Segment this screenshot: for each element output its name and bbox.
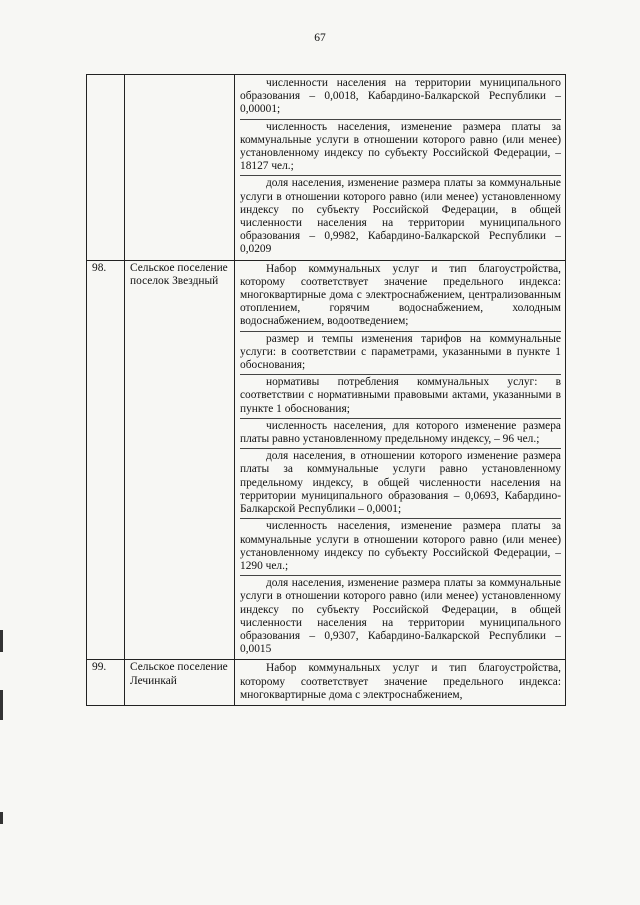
table-row xyxy=(87,660,566,706)
description-paragraph: доля населения, изменение размера платы за коммунальные услуги в отношении которого равно (или менее) установленному индексу по субъекту Российской Федерации, в общей численности населения на территории муниципального образования – 0,9307, Кабардино-Балкарской Республики – 0,0015 xyxy=(240,577,561,656)
description-cell xyxy=(235,260,566,660)
settlement-name-cell: Сельское поселение Лечинкай xyxy=(125,660,235,706)
page-number: 67 xyxy=(314,32,326,44)
scan-edge-mark xyxy=(0,690,3,720)
description-paragraph: Набор коммунальных услуг и тип благоустройства, которому соответствует значение предельного индекса: многоквартирные дома с электроснабжением, xyxy=(240,662,561,701)
description-paragraph: доля населения, в отношении которого изменение размера платы за коммунальные услуги равно установленному предельному индексу, в общей численности населения на территории муниципального образования – 0,0693, Кабардино-Балкарской Республики – 0,0001; xyxy=(240,449,561,519)
row-number-cell: 99. xyxy=(87,660,125,706)
description-paragraph: численности населения на территории муниципального образования – 0,0018, Кабардино-Балкарской Республики – 0,00001; xyxy=(240,76,561,120)
description-paragraph: нормативы потребления коммунальных услуг: в соответствии с нормативными правовыми актами, указанными в пункте 1 обоснования; xyxy=(240,375,561,419)
row-number-cell: 98. xyxy=(87,260,125,660)
description-cell xyxy=(235,660,566,706)
settlement-name-cell xyxy=(125,75,235,261)
description-paragraph: численность населения, изменение размера платы за коммунальные услуги в отношении которого равно (или менее) установленному индексу по субъекту Российской Федерации, – 1290 чел.; xyxy=(240,519,561,576)
description-cell xyxy=(235,75,566,261)
scan-edge-mark xyxy=(0,630,3,652)
table-row xyxy=(87,75,566,261)
scan-edge-mark xyxy=(0,812,3,824)
document-table xyxy=(86,74,566,706)
description-paragraph: численность населения, изменение размера платы за коммунальные услуги в отношении которого равно (или менее) установленному индексу по субъекту Российской Федерации, – 18127 чел.; xyxy=(240,120,561,177)
description-paragraph: размер и темпы изменения тарифов на коммунальные услуги: в соответствии с параметрами, указанными в пункте 1 обоснования; xyxy=(240,332,561,376)
row-number-cell xyxy=(87,75,125,261)
description-paragraph: Набор коммунальных услуг и тип благоустройства, которому соответствует значение предельного индекса: многоквартирные дома с электроснабжением, централизованным отоплением, горячим водоснабжением, холодным водоснабжением, водоотведением; xyxy=(240,262,561,332)
description-paragraph: численность населения, для которого изменение размера платы равно установленному предельному индексу, – 96 чел.; xyxy=(240,419,561,449)
table-row xyxy=(87,260,566,660)
settlement-name-cell: Сельское поселение поселок Звездный xyxy=(125,260,235,660)
description-paragraph: доля населения, изменение размера платы за коммунальные услуги в отношении которого равно (или менее) установленному индексу по субъекту Российской Федерации, в общей численности населения на территории муниципального образования – 0,9982, Кабардино-Балкарской Республики – 0,0209 xyxy=(240,177,561,256)
